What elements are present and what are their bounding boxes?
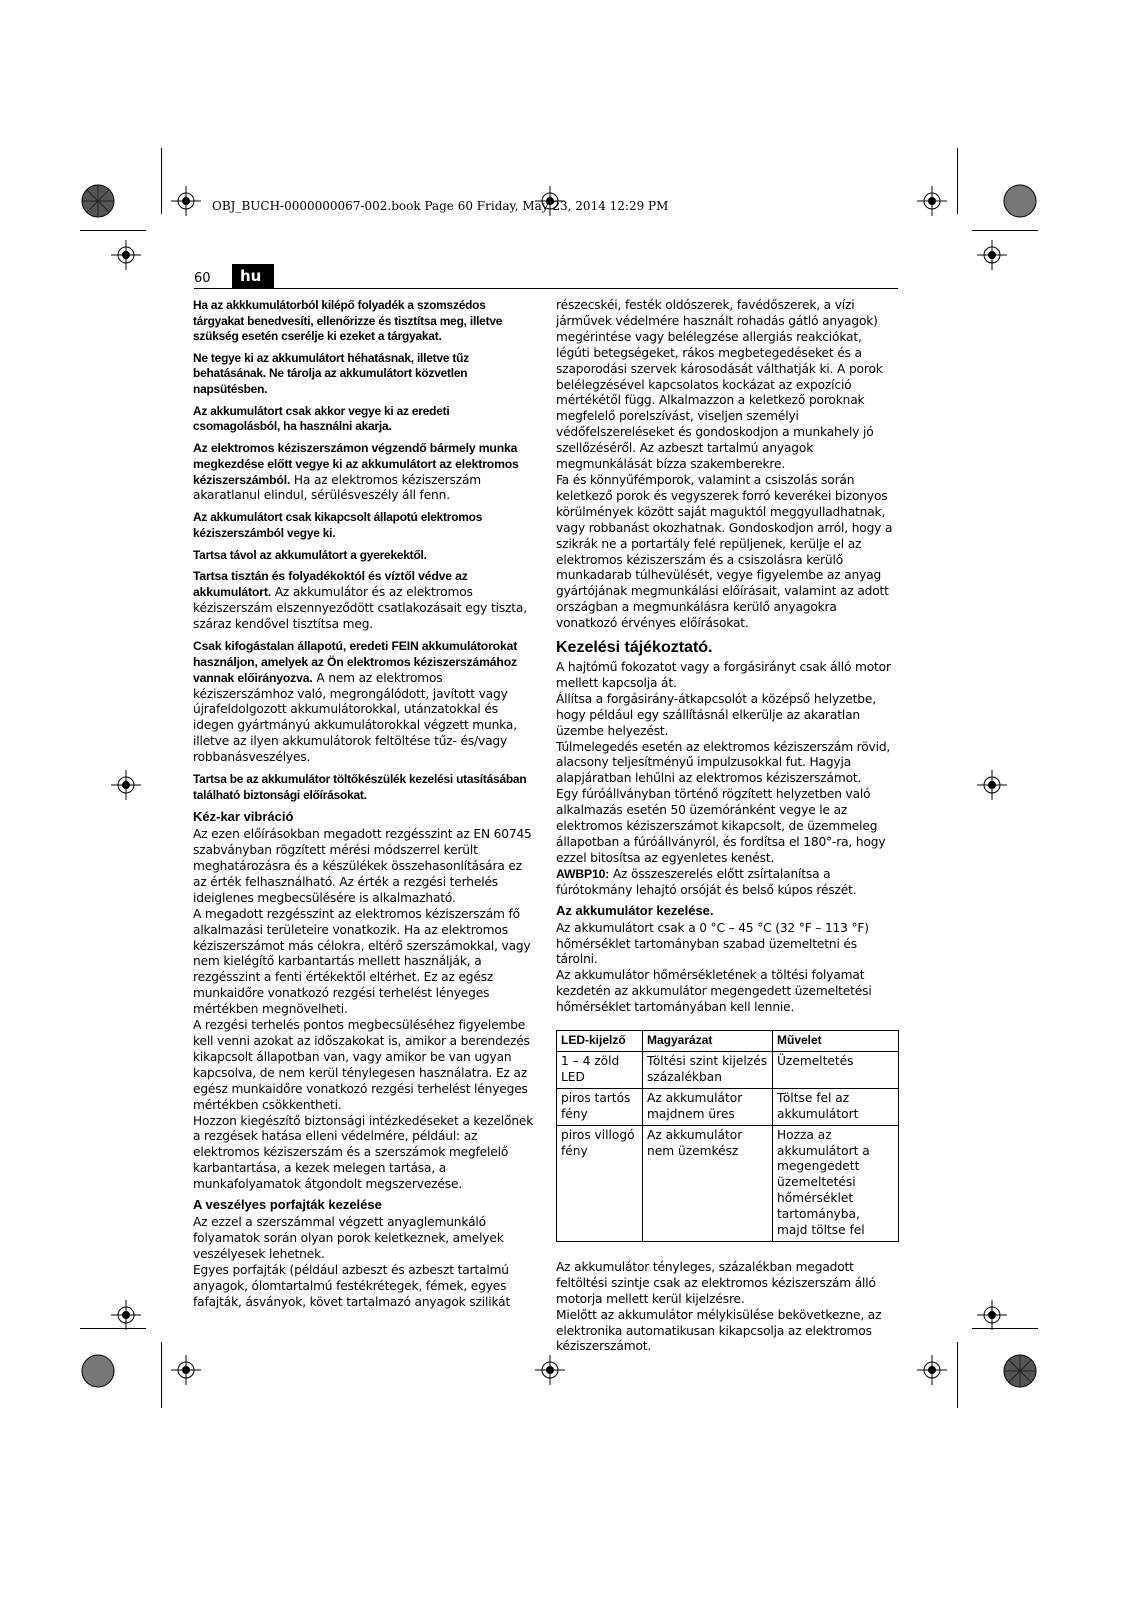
operation-text-5 [556, 867, 898, 899]
table-cell: Töltse fel az akkumulátort [773, 1088, 899, 1125]
registration-mark-bottom-right [1003, 1354, 1037, 1388]
battery-heading: Az akkumulátor kezelése. [556, 902, 714, 918]
led-table-header [557, 1031, 899, 1052]
battery-clean-bold: Tartsa tisztán és folyadékoktól és víztől védve az akkumulátort. [193, 569, 468, 600]
header-rule [194, 288, 898, 289]
crosshair-mark [917, 186, 947, 216]
crosshair-mark [111, 240, 141, 270]
operation-text-1: A hajtómű fokozatot vagy a forgásirányt csak álló motor mellett kapcsolja át. [556, 660, 891, 690]
after-table-text-2: Mielőtt az akkumulátor mélykisülése bekövetkezne, az elektronika automatikusan kikapcsolja az elektromos kéziszerszámot. [556, 1307, 882, 1354]
battery-original-paragraph [193, 639, 535, 766]
vibration-heading: Kéz-kar vibráció [193, 809, 294, 825]
table-cell: Töltési szint kijelzés százalékban [643, 1051, 773, 1088]
file-header: OBJ_BUCH-0000000067-002.book Page 60 Friday, May 23, 2014 12:29 PM [212, 199, 669, 213]
trim-line [80, 1328, 146, 1329]
page-number: 60 [194, 271, 211, 286]
table-header-cell: Magyarázat [643, 1031, 773, 1052]
model-label: AWBP10: [556, 866, 610, 881]
dust-text-2: Egyes porfajták (például azbeszt és azbeszt tartalmú anyagok, ólomtartalmú festékrétegek, fémek, egyes fafajták, ásványok, követ tartalmazó anyagok szilikát [193, 1262, 511, 1309]
crosshair-mark [535, 1355, 565, 1385]
after-table-text-1: Az akkumulátor tényleges, százalékban megadott feltöltési szintje csak az elektromos kéziszerszám álló motorja mellett kerül kijelzésre. [556, 1259, 876, 1306]
language-badge: hu [232, 264, 274, 288]
dust-text-4: Fa és könnyűfémporok, valamint a csiszolás során keletkező porok és vegyszerek forró keverékei bizonyos körülmények között saját maguktól meggyulladhatnak, vagy robbanást okozhatnak. Gondoskodjon arról, hogy a szikrák ne a portartály felé repüljenek, kerülje el az elektromos kéziszerszám és a csiszolásra kerülő munkadarab túlhevülését, vegye figyelembe az anyag gyártójának megmunkálási előírásait, valamint az adott országban a megmunkálásra kerülő anyagokra vonatkozó érvényes előírásokat. [556, 472, 893, 631]
crosshair-mark [111, 770, 141, 800]
crosshair-mark [171, 1355, 201, 1385]
right-column [556, 298, 898, 1355]
table-header-cell: Művelet [773, 1031, 899, 1052]
trim-line [957, 1342, 958, 1408]
registration-mark-bottom-left [81, 1354, 115, 1388]
table-row [557, 1051, 899, 1088]
charger-instructions-warning: Tartsa be az akkumulátor töltőkészülék kezelési utasításában található biztonsági előírásokat. [193, 772, 527, 802]
battery-removal-paragraph [193, 441, 535, 505]
table-cell: Üzemeltetés [773, 1051, 899, 1088]
registration-mark-top-right [1003, 184, 1037, 218]
dust-text-3: részecskéi, festék oldószerek, favédőszerek, a vízi járművek védelmére használt rohadás gátló anyagok) megérintése vagy belélegzése allergiás reakciókat, légúti betegségeket, rákos megbetegedéseket és a szaporodási szervek károsodását válthatják ki. A porok belélegzésével kapcsolatos kockázat az expozíció mértékétől függ. Alkalmazzon a keletkező poroknak megfelelő porelszívást, viseljen személyi védőfelszereléseket és gondoskodjon a munkahely jó szellőzéséről. Az azbeszt tartalmú anyagok megmunkálását bízza szakemberekre. [556, 298, 883, 472]
dust-heading: A veszélyes porfajták kezelése [193, 1197, 382, 1213]
table-cell: 1 – 4 zöld LED [557, 1051, 643, 1088]
battery-heat-warning: Ne tegye ki az akkumulátort héhatásnak, illetve tűz behatásának. Ne tárolja az akkumulátort közvetlen napsütésben. [193, 350, 469, 396]
battery-children-warning: Tartsa távol az akkumulátort a gyerekektől. [193, 547, 427, 562]
vibration-text-2: A megadott rezgésszint az elektromos kéziszerszám fő alkalmazási területeire vonatkozik. Ha az elektromos kéziszerszámot más célokra, eltérő szerszámokkal, vagy nem kielégítő karbantartás mellett használják, a rezgésszint a fenti értékektől eltérhet. Ez az egész munkaidőre vonatkozó rezgési terhelést lényeges mértékben megnövelheti. [193, 906, 531, 1017]
trim-line [957, 148, 958, 214]
crosshair-mark [171, 186, 201, 216]
battery-packaging-warning: Az akkumulátort csak akkor vegye ki az eredeti csomagolásból, ha használni akarja. [193, 403, 450, 434]
trim-line [972, 230, 1038, 231]
battery-clean-paragraph [193, 569, 535, 633]
operation-text-2: Állítsa a forgásirány-átkapcsolót a középső helyzetbe, hogy például egy szállításnál elkerülje az akaratlan üzembe helyezést. [556, 691, 876, 738]
crosshair-mark [111, 1300, 141, 1330]
crosshair-mark [977, 770, 1007, 800]
table-header-cell: LED-kijelző [557, 1031, 643, 1052]
battery-leak-warning: Ha az akkkumulátorból kilépő folyadék a szomszédos tárgyakat benedvesíti, ellenőrizze és tisztítsa meg, illetve szükség esetén cserélje ki ezeket a tárgyakat. [193, 298, 503, 344]
battery-original-text: A nem az elektromos kéziszerszámhoz való, megrongálódott, javított vagy újrafeldolgozott akkumulátorokkal, utánzatokkal és idegen gyártmányú akkumulátorokkal végzett munka, illetve az ilyen akkumulátorok feltöltése tűz- és/vagy robbanásveszélyes. [193, 670, 517, 765]
trim-line [972, 1328, 1038, 1329]
crosshair-mark [977, 1300, 1007, 1330]
table-cell: Hozza az akkumulátort a megengedett üzemeltetési hőmérséklet tartományba, majd töltse fel [773, 1125, 899, 1241]
dust-text-1: Az ezzel a szerszámmal végzett anyaglemunkáló folyamatok során olyan porok keletkeznek, amelyek veszélyesek lehetnek. [193, 1215, 504, 1261]
battery-removal-bold: Az elektromos kéziszerszámon végzendő bármely munka megkezdése előtt vegye ki az akkumulátort az elektromos kéziszerszámból. [193, 440, 519, 487]
battery-clean-text: Az akkumulátor és az elektromos kéziszerszám elszennyeződött csatlakozásait egy tiszta, száraz kendővel tisztítsa meg. [193, 585, 527, 631]
operation-text-5-body: Az összeszerelés előtt zsírtalanítsa a fúrótokmány lehajtó orsóját és belső kúpos részét. [556, 866, 857, 897]
battery-text-1: Az akkumulátort csak a 0 °C – 45 °C (32 °F – 113 °F) hőmérséklet tartományban szabad üzemeltetni és tárolni. [556, 920, 869, 967]
operation-text-3: Túlmelegedés esetén az elektromos kéziszerszám rövid, alacsony teljesítményű impulzusokkal fut. Hagyja alapjáratban lehűlni az elektromos kéziszerszámot. [556, 739, 891, 786]
trim-line [161, 1342, 162, 1408]
trim-line [161, 148, 162, 214]
operation-text-4: Egy fúróállványban történő rögzített helyzetben való alkalmazás esetén 50 üzemóránként vegye le az elektromos kéziszerszámot kikapcsolt, de üzemmeleg állapotban a fúróállványról, és fordítsa el 180°-ra, hogy ezzel bitosítsa az egyenletes kenést. [556, 787, 886, 865]
crosshair-mark [977, 240, 1007, 270]
trim-line [80, 230, 146, 231]
left-column [193, 298, 535, 1311]
battery-removal-text: Ha az elektromos kéziszerszám akaratlanul elindul, sérülésveszély áll fenn. [193, 472, 482, 503]
battery-text-2: Az akkumulátor hőmérsékletének a töltési folyamat kezdetén az akkumulátor megengedett üzemeltetési hőmérséklet tartományában kell lennie. [556, 968, 872, 1015]
operation-heading: Kezelési tájékoztató. [556, 639, 713, 657]
vibration-text-3: A rezgési terhelés pontos megbecsüléséhez figyelembe kell venni azokat az időszakokat is, amikor a berendezés kikapcsolt állapotban van, vagy amikor be van ugyan kapcsolva, de nem kerül ténylegesen használatra. Ez az egész munkaidőre vonatkozó rezgési terhelést lényeges mértékben csökkentheti. [193, 1018, 530, 1112]
vibration-text-1: Az ezen előírásokban megadott rezgésszint az EN 60745 szabványban rögzített mérési módszerrel került meghatározásra és a készülékek összehasonlítására ez az érték felhasználható. Az érték a rezgési terhelés ideiglenes megbecsülésére is alkalmazható. [193, 827, 532, 905]
table-cell: piros tartós fény [557, 1088, 643, 1125]
table-cell: piros villogó fény [557, 1125, 643, 1241]
crosshair-mark [917, 1355, 947, 1385]
table-cell: Az akkumulátor nem üzemkész [643, 1125, 773, 1241]
table-row [557, 1125, 899, 1241]
battery-original-bold: Csak kifogástalan állapotú, eredeti FEIN akkumulátorokat használjon, amelyek az Ön elektromos kéziszerszámához vannak előirányozva. [193, 638, 518, 685]
registration-mark-top-left [81, 184, 115, 218]
led-table [556, 1030, 899, 1242]
table-row [557, 1088, 899, 1125]
battery-switched-off-warning: Az akkumulátort csak kikapcsolt állapotú elektromos kéziszerszámból vegye ki. [193, 510, 483, 540]
table-cell: Az akkumulátor majdnem üres [643, 1088, 773, 1125]
vibration-text-4: Hozzon kiegészítő biztonsági intézkedéseket a kezelőnek a rezgések hatása elleni védelmére, például: az elektromos kéziszerszám és a szerszámok megfelelő karbantartása, a kezek melegen tartása, a munkafolyamatok átgondolt megszervezése. [193, 1113, 534, 1192]
